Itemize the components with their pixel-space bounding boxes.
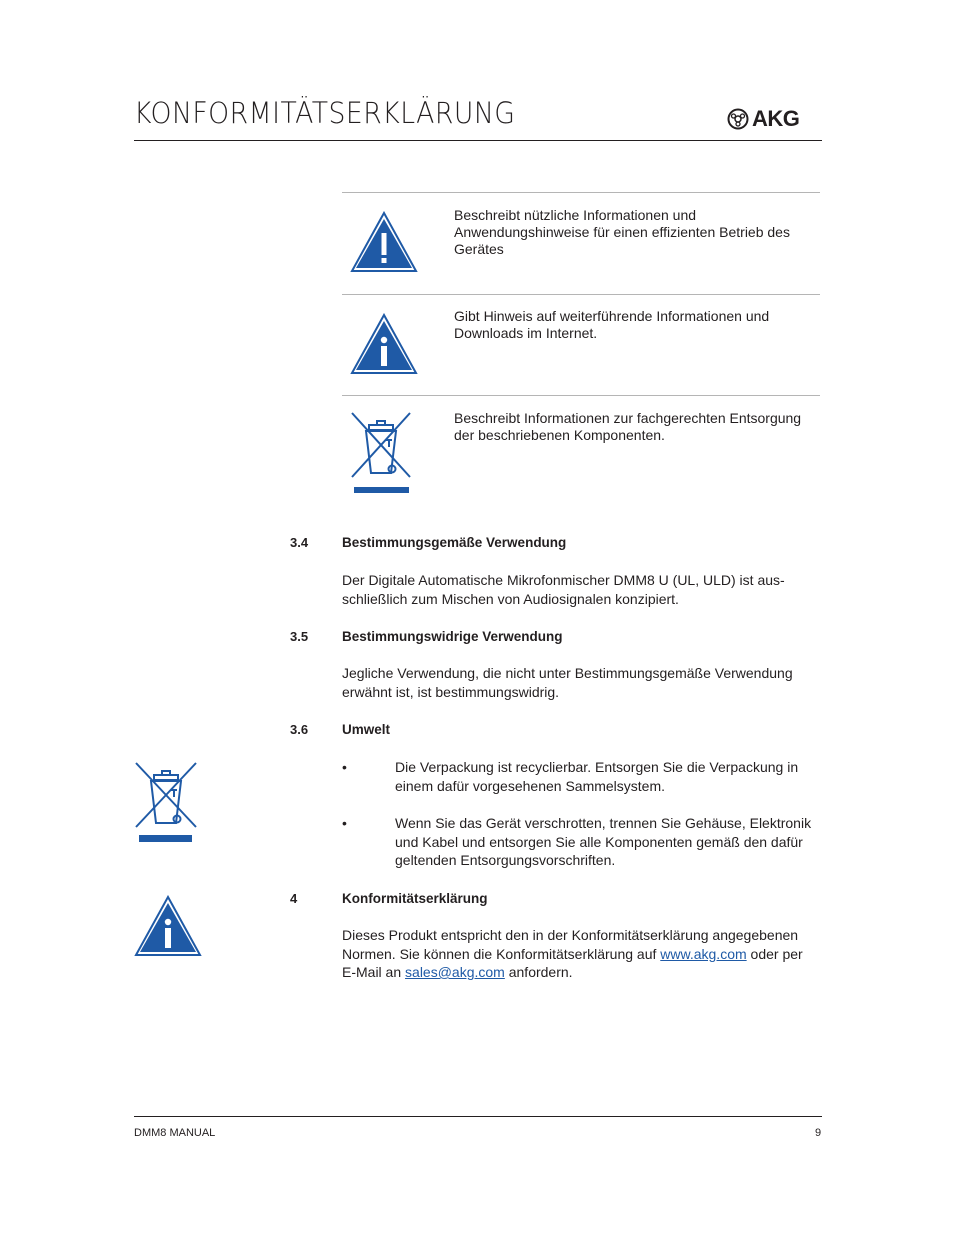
section-heading: Bestimmungsgemäße Verwendung	[342, 535, 567, 550]
body-line: einem dafür vorgesehenen Sammelsystem.	[395, 777, 666, 794]
section-body	[342, 664, 793, 701]
warning-triangle-icon	[350, 211, 418, 273]
body-line: schließlich zum Mischen von Audiosignalen konzipiert.	[342, 590, 679, 607]
section-number: 3.5	[290, 629, 309, 644]
body-line: Wenn Sie das Gerät verschrotten, trennen Sie Gehäuse, Elektronik	[395, 815, 812, 831]
section-body	[342, 571, 785, 608]
body-line: und Kabel und entsorgen Sie alle Komponenten gemäß den dafür	[395, 833, 803, 850]
body-line	[342, 963, 803, 982]
body-line: Jegliche Verwendung, die nicht unter Bestimmungsgemäße Verwendung	[342, 665, 793, 681]
body-text: anfordern.	[504, 964, 573, 980]
footer-rule	[134, 1116, 822, 1117]
sales-email-link[interactable]: sales@akg.com	[405, 964, 505, 980]
crossed-bin-icon	[350, 411, 412, 495]
symbol-description: Gibt Hinweis auf weiterführende Informationen und Downloads im Internet.	[454, 308, 770, 341]
body-line: Die Verpackung ist recyclierbar. Entsorgen Sie die Verpackung in	[395, 759, 799, 775]
body-line: geltenden Entsorgungsvorschriften.	[395, 852, 616, 868]
header-rule	[134, 140, 822, 141]
symbol-description: Beschreibt nützliche Informationen und Anwendungshinweise für einen effizienten Betrieb des Gerätes	[454, 207, 790, 257]
section-body	[342, 926, 803, 982]
symbol-description: Beschreibt Informationen zur fachgerechten Entsorgung der beschriebenen Komponenten.	[454, 410, 802, 443]
page-number: 9	[815, 1127, 822, 1139]
table-divider	[342, 192, 820, 193]
akg-emblem-icon	[727, 108, 749, 130]
body-text: Normen. Sie können die Konformitätserklärung auf	[342, 945, 661, 962]
body-line: erwähnt ist, ist bestimmungswidrig.	[342, 683, 560, 700]
body-text: E-Mail an	[342, 964, 406, 980]
info-triangle-icon	[134, 895, 202, 957]
bullet-glyph: •	[342, 759, 347, 775]
logo-text: AKG	[752, 106, 800, 131]
body-text: oder per	[746, 945, 803, 962]
section-number: 3.4	[290, 535, 309, 550]
info-triangle-icon	[350, 313, 418, 375]
section-number: 3.6	[290, 722, 309, 737]
table-divider	[342, 395, 820, 396]
body-line: Dieses Produkt entspricht den in der Konformitätserklärung angegebenen	[342, 927, 799, 943]
bullet-item	[395, 814, 811, 870]
footer-manual-name: DMM8 MANUAL	[134, 1127, 216, 1139]
table-divider	[342, 294, 820, 295]
akg-logo	[727, 106, 799, 132]
section-heading: Konformitätserklärung	[342, 891, 488, 906]
section-heading: Umwelt	[342, 722, 391, 737]
section-heading: Bestimmungswidrige Verwendung	[342, 629, 563, 644]
bullet-item	[395, 758, 798, 795]
section-number: 4	[290, 891, 298, 906]
bullet-glyph: •	[342, 815, 347, 831]
page-title: KONFORMITÄTSERKLÄRUNG	[134, 96, 516, 130]
akg-website-link[interactable]: www.akg.com	[660, 945, 747, 962]
crossed-bin-icon	[134, 761, 198, 845]
body-line	[342, 945, 803, 964]
body-line: Der Digitale Automatische Mikrofonmischer DMM8 U (UL, ULD) ist aus-	[342, 572, 785, 588]
